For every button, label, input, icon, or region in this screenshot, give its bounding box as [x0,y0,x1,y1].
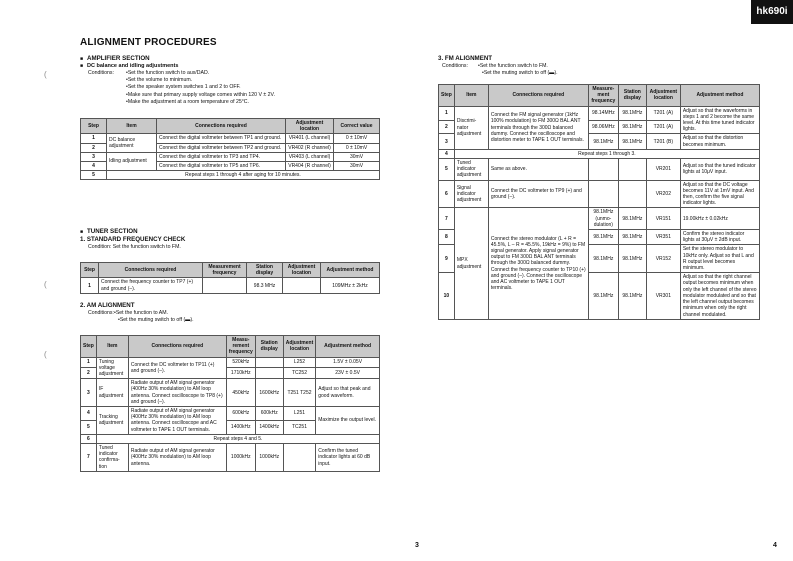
method-cell: Set the stereo modulator to 10kHz only. Adjust so that L and R output level becomes minimum. [680,245,759,273]
fm-heading: 3. FM ALIGNMENT [438,55,493,62]
val-cell: 30mV [334,152,380,161]
note-cell: Repeat steps 4 and 5. [96,434,379,443]
am-cond: • Set the function to AM. [114,310,194,317]
col-header: Item [454,85,488,107]
method-cell: Maximize the output level. [316,407,380,435]
brand-badge: hk690i [751,0,793,24]
table-row [81,278,380,293]
amp-heading: ■ AMPLIFIER SECTION [80,55,380,63]
item-cell: Tuned indicator adjustment [454,159,488,181]
step-cell: 3 [439,134,455,149]
method-cell: Adjust so that the DC voltage becomes 11V at 1mV input. And then, confirm the five signal indicator lights. [680,180,759,208]
loc-cell: VR351 [646,230,680,245]
col-header: Adjustment location [283,336,316,358]
table-row [81,379,380,407]
amp-cond: • Set the speaker system switches 1 and 2 to OFF. [126,84,275,91]
station-cell: 98.1MHz [618,106,646,120]
page-number-right: 4 [773,542,777,549]
col-header: Step [439,85,455,107]
method-cell: 19.00kHz ± 0.02kHz [680,208,759,230]
station-cell: 98.1MHz [618,230,646,245]
step-cell: 4 [439,149,455,158]
col-header: Step [81,263,99,278]
step-cell: 5 [81,171,107,180]
loc-cell: L252 [283,357,316,368]
station-cell: 98.1MHz [618,134,646,149]
loc-cell [283,444,316,472]
station-cell: 1400kHz [255,420,283,434]
conn-cell: Radiate output of AM signal generator (400Hz 30% modulation) to AM loop antenna. Connect oscilloscope to TP8 (+) and ground (–). [128,379,226,407]
conn-cell: Connect the digital voltmeter between TP1 and ground. [157,134,286,143]
std-freq-table [80,262,380,294]
step-cell: 4 [81,162,107,171]
station-cell [255,357,283,368]
meas-cell: 1000kHz [226,444,255,472]
table-row [81,444,380,472]
loc-cell: VR404 (R channel) [286,162,334,171]
table-row [81,152,380,161]
page-title: ALIGNMENT PROCEDURES [80,37,217,48]
meas-cell: 600kHz [226,407,255,421]
conn-cell: Connect the digital voltmeter to TP3 and TP4. [157,152,286,161]
std-freq-heading: 1. STANDARD FREQUENCY CHECK [80,236,186,243]
am-cond: • Set the muting switch to off (▬). [114,317,194,324]
loc-cell: VR151 [646,208,680,230]
col-header: Item [96,336,128,358]
method-cell: Adjust so that peak and good waveform. [316,379,380,407]
table-row [439,208,760,230]
loc-cell: TC252 [283,368,316,379]
col-header: Connections required [128,336,226,358]
loc-cell [283,278,321,293]
method-cell: Confirm the stereo indicator lights at 30μV ± 2dB input. [680,230,759,245]
col-header: Connections required [488,85,588,107]
item-cell: IF adjustment [96,379,128,407]
meas-cell: 1710kHz [226,368,255,379]
meas-cell: 98.1MHz [588,230,618,245]
conn-cell: Connect the digital voltmeter to TP5 and TP6. [157,162,286,171]
col-header: Step [81,119,107,134]
col-header: Measu-rement frequency [226,336,255,358]
method-cell: Adjust so that the distortion becomes minimum. [680,134,759,149]
meas-cell: 98.1MHz [588,245,618,273]
step-cell: 9 [439,245,455,273]
col-header: Step [81,336,97,358]
step-cell: 1 [81,278,99,293]
item-cell: Tracking adjustment [96,407,128,435]
table-row [439,180,760,208]
table-row [81,407,380,421]
fm-cond: • Set the function switch to FM. [478,63,558,70]
col-header: Connections required [157,119,286,134]
loc-cell: T201 (B) [646,134,680,149]
col-header: Adjustment location [286,119,334,134]
val-cell: 0 ± 10mV [334,143,380,152]
fm-table [438,84,760,320]
meas-cell: 98.06MHz [588,120,618,134]
station-cell: 98.1MHz [618,208,646,230]
fm-section [438,55,758,77]
item-cell: Tuned indicator confirma-tion [96,444,128,472]
step-cell: 6 [439,180,455,208]
col-header: Adjustment method [680,85,759,107]
method-cell: 23V ± 0.5V [316,368,380,379]
loc-cell: TC251 [283,420,316,434]
fm-cond: • Set the muting switch to off (▬). [478,70,558,77]
note-cell: Repeat steps 1 through 4 after aging for 10 minutes. [107,171,380,180]
table-row [81,434,380,443]
am-heading: 2. AM ALIGNMENT [80,302,135,309]
loc-cell: VR202 [646,180,680,208]
am-cond-label: Conditions: [88,310,114,316]
item-cell: MPX adjustment [454,208,488,319]
loc-cell: T201 (A) [646,120,680,134]
meas-cell: 98.1MHz [588,273,618,319]
item-cell: Discrimi-nator adjustment [454,106,488,149]
step-cell: 5 [439,159,455,181]
tuner-heading: ■ TUNER SECTION [80,228,380,236]
table-row [439,149,760,158]
step-cell: 7 [439,208,455,230]
loc-cell: L251 [283,407,316,421]
meas-cell: 98.14MHz [588,106,618,120]
conn-cell: Connect the frequency counter to TP7 (+) and ground (–). [99,278,203,293]
step-cell: 1 [439,106,455,120]
step-cell: 5 [81,420,97,434]
val-cell: 0 ± 10mV [334,134,380,143]
conn-cell: Connect the DC voltmeter to TP9 (+) and ground (–). [488,180,588,208]
loc-cell: VR301 [646,273,680,319]
method-cell: Adjust so that the tuned indicator lights at 10μV input. [680,159,759,181]
punch-mark: ( [44,70,47,79]
step-cell: 6 [81,434,97,443]
tuner-section [80,228,380,251]
conn-cell: Connect the digital voltmeter between TP2 and ground. [157,143,286,152]
conn-cell: Connect the DC voltmeter to TP11 (+) and ground (–). [128,357,226,379]
am-table [80,335,380,472]
amp-cond: • Make sure that primary supply voltage comes within 120 V ± 2V. [126,92,275,99]
conn-cell: Same as above. [488,159,588,181]
station-cell: 98.1MHz [618,120,646,134]
col-header: Station display [247,263,283,278]
method-cell: Confirm the tuned indicator lights at 60 dB input. [316,444,380,472]
amp-cond: • Set the function switch to aux/DAD. [126,70,275,77]
loc-cell: VR201 [646,159,680,181]
meas-cell: 98.1MHz (unmo-dulation) [588,208,618,230]
station-cell: 98.1MHz [618,245,646,273]
method-cell: Adjust so that the waveforms in steps 1 and 2 become the same level. At this time tuned indicator lights. [680,106,759,134]
amp-section [80,55,380,106]
station-cell: 600kHz [255,407,283,421]
loc-cell: VR402 (R channel) [286,143,334,152]
meas-cell: 98.1MHz [588,134,618,149]
item-cell: Tuning voltage adjustment [96,357,128,379]
col-header: Measurement frequency [203,263,247,278]
method-cell: 1.5V ± 0.05V [316,357,380,368]
loc-cell: VR401 (L channel) [286,134,334,143]
station-cell: 98.1MHz [618,273,646,319]
amp-cond: • Make the adjustment at a room temperature of 25°C. [126,99,275,106]
station-cell: 1000kHz [255,444,283,472]
meas-cell: 520kHz [226,357,255,368]
step-cell: 1 [81,134,107,143]
item-cell: Idling adjustment [107,152,157,170]
am-section [80,302,380,324]
conn-cell: Radiate output of AM signal generator (400Hz 30% modulation) to AM loop antenna. [128,444,226,472]
col-header: Adjustment method [316,336,380,358]
meas-cell: 450kHz [226,379,255,407]
step-cell: 3 [81,379,97,407]
col-header: Station display [255,336,283,358]
meas-cell: 1400kHz [226,420,255,434]
loc-cell: T201 (A) [646,106,680,120]
col-header: Station display [618,85,646,107]
col-header: Adjustment location [646,85,680,107]
col-header: Item [107,119,157,134]
step-cell: 8 [439,230,455,245]
table-row [439,106,760,120]
amp-cond-label: Conditions: [88,70,114,76]
step-cell: 7 [81,444,97,472]
table-row [81,171,380,180]
conn-cell: Connect the FM signal generator (1kHz 100% modulation) to FM 300Ω BAL ANT terminals through the 300Ω balanced dummy. Connect the oscilloscope and distortion meter to TAPE 1 OUT terminals. [488,106,588,149]
col-header: Adjustment location [283,263,321,278]
table-row [81,134,380,143]
item-cell: DC balance adjustment [107,134,157,152]
step-cell: 10 [439,273,455,319]
method-cell: Adjust so that the right channel output becomes minimum when only the left channel of the stereo modulator modulated and so that the left channel output becomes minimum when only the right channel modulated. [680,273,759,319]
station-cell: 98.3 MHz [247,278,283,293]
loc-cell: VR403 (L channel) [286,152,334,161]
loc-cell: T251 T252 [283,379,316,407]
col-header: Correct value [334,119,380,134]
amp-cond: • Set the volume to minimum. [126,77,275,84]
col-header: Measure-ment frequency [588,85,618,107]
item-cell: Signal indicator adjustment [454,180,488,208]
table-row [81,357,380,368]
col-header: Connections required [99,263,203,278]
step-cell: 2 [81,368,97,379]
punch-mark: ( [44,280,47,289]
loc-cell: VR152 [646,245,680,273]
step-cell: 2 [81,143,107,152]
station-cell [255,368,283,379]
note-cell: Repeat steps 1 through 3. [454,149,759,158]
step-cell: 2 [439,120,455,134]
meas-cell [203,278,247,293]
step-cell: 3 [81,152,107,161]
step-cell: 1 [81,357,97,368]
col-header: Adjustment method [321,263,380,278]
val-cell: 30mV [334,162,380,171]
punch-mark: ( [44,350,47,359]
conn-cell: Connect the stereo modulator (L + R = 45.5%, L – R = 45.5%, 19kHz = 9%) to FM signal generator. Apply signal generator output to FM 300Ω BAL ANT terminals through the 300Ω balanced dummy. Connect the frequency counter to TP10 (+) and ground (–). Connect the oscilloscope and AC voltmeter to TAPE 1 OUT terminals. [488,208,588,319]
fm-cond-label: Conditions: [442,63,468,69]
std-freq-cond: Condition: Set the function switch to FM. [88,244,181,250]
method-cell: 109MHz ± 2kHz [321,278,380,293]
amp-sub: ■ DC balance and idling adjustments [80,63,380,70]
station-cell: 1600kHz [255,379,283,407]
amp-table [80,118,380,180]
step-cell: 4 [81,407,97,421]
conn-cell: Radiate output of AM signal generator (400Hz 30% modulation) to AM loop antenna. Connect oscilloscope and AC voltmeter to TAPE 1 OUT terminals. [128,407,226,435]
page-number-left: 3 [415,542,419,549]
table-row [439,159,760,181]
